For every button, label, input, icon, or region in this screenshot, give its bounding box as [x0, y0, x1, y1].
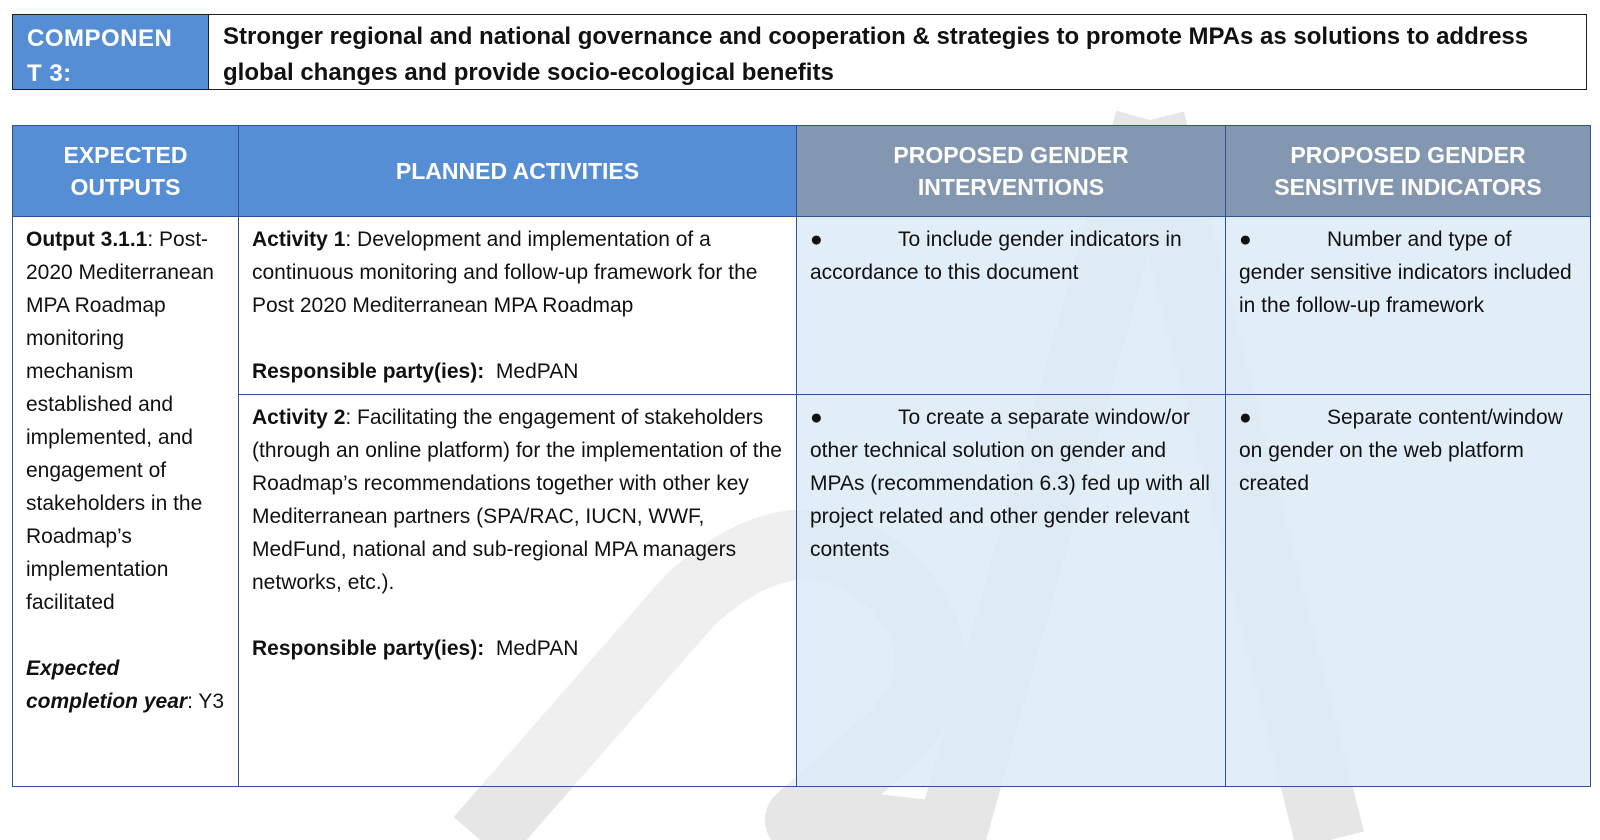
component-label: COMPONEN T 3: [13, 15, 209, 89]
responsible-value: MedPAN [495, 360, 579, 383]
output-label: Output 3.1.1 [26, 228, 148, 251]
bullet-icon: ● [810, 228, 823, 251]
output-cell [13, 217, 239, 787]
activity-label: Activity 2 [252, 406, 346, 429]
intervention-cell [797, 395, 1226, 787]
intervention-cell [797, 217, 1226, 395]
activity-text: : Facilitating the engagement of stakeholders (through an online platform) for the implementation of the Roadmap’s recommendations together with other key Mediterranean partners (SPA/RAC, IUCN, WWF, MedFund, national and sub-regional MPA managers networks, etc.). [252, 406, 782, 594]
completion-value: : Y3 [187, 690, 225, 713]
responsible-label: Responsible party(ies): [252, 637, 485, 660]
responsible-value: MedPAN [495, 637, 579, 660]
table-row [13, 217, 1591, 395]
indicator-cell [1226, 395, 1591, 787]
activity-cell [239, 395, 797, 787]
header-gender-indicators: PROPOSED GENDER SENSITIVE INDICATORS [1226, 126, 1591, 217]
table-row [13, 395, 1591, 787]
bullet-icon: ● [1239, 228, 1252, 251]
header-expected-outputs: EXPECTED OUTPUTS [13, 126, 239, 217]
header-planned-activities: PLANNED ACTIVITIES [239, 126, 797, 217]
component-header [12, 14, 1587, 90]
output-text: : Post-2020 Mediterranean MPA Roadmap monitoring mechanism established and implemented, and engagement of stakeholders in the Roadmap’s implementation facilitated [26, 228, 214, 614]
responsible-label: Responsible party(ies): [252, 360, 485, 383]
indicator-text: Separate content/window on gender on the web platform created [1239, 406, 1563, 495]
bullet-icon: ● [1239, 406, 1252, 429]
activity-text: : Development and implementation of a continuous monitoring and follow-up framework for the Post 2020 Mediterranean MPA Roadmap [252, 228, 758, 317]
indicator-cell [1226, 217, 1591, 395]
header-gender-interventions: PROPOSED GENDER INTERVENTIONS [797, 126, 1226, 217]
activity-label: Activity 1 [252, 228, 346, 251]
activity-cell [239, 217, 797, 395]
intervention-text: To create a separate window/or other technical solution on gender and MPAs (recommendation 6.3) fed up with all project related and other gender relevant contents [810, 406, 1210, 561]
indicator-text: Number and type of gender sensitive indicators included in the follow-up framework [1239, 228, 1572, 317]
gender-interventions-table [12, 125, 1591, 787]
intervention-text: To include gender indicators in accordance to this document [810, 228, 1182, 284]
completion-label: Expected completion year [26, 657, 188, 713]
bullet-icon: ● [810, 406, 823, 429]
header-row [13, 126, 1591, 217]
component-title: Stronger regional and national governance and cooperation & strategies to promote MPAs as solutions to address global changes and provide socio-ecological benefits [223, 23, 1529, 86]
